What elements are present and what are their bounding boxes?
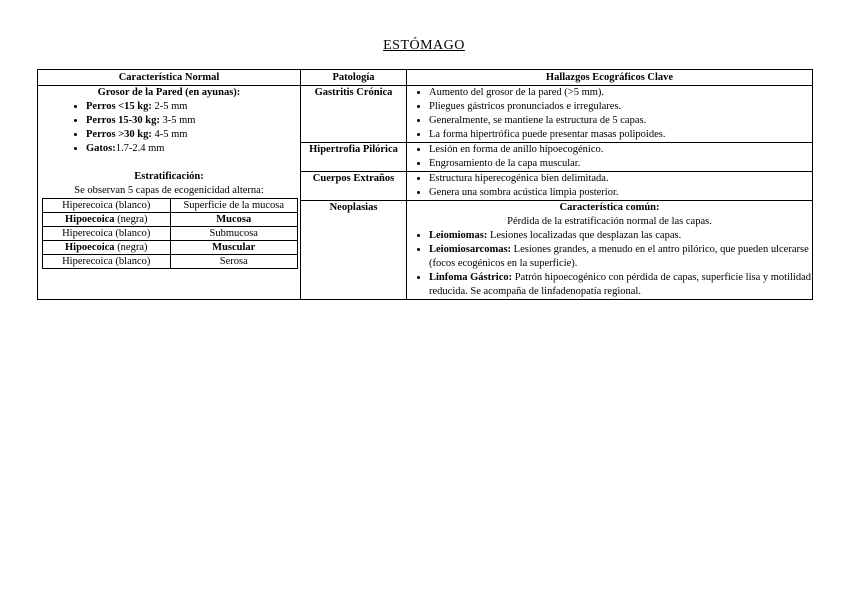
list-item bbox=[86, 100, 300, 114]
page-title: ESTÓMAGO bbox=[383, 38, 465, 53]
pathology-neoplasms: Neoplasias bbox=[301, 201, 407, 300]
layers-table bbox=[42, 198, 298, 269]
table-row bbox=[43, 227, 298, 241]
pathology-pyloric: Hipertrofia Pilórica bbox=[301, 143, 407, 172]
list-item: • Engrosamiento de la capa muscular. bbox=[429, 157, 812, 171]
list-item: • Generalmente, se mantiene la estructura de 5 capas. bbox=[429, 114, 812, 128]
echo-rest: (negra) bbox=[114, 242, 148, 253]
layer-echo: Hiperecoica (blanco) bbox=[43, 255, 171, 269]
list-item: • Pliegues gástricos pronunciados e irregulares. bbox=[429, 100, 812, 114]
stratification-description: Se observan 5 capas de ecogenicidad alterna: bbox=[74, 185, 264, 196]
layer-tissue: Mucosa bbox=[170, 213, 298, 227]
header-pathology: Patología bbox=[301, 70, 407, 86]
list-item: • Genera una sombra acústica limpia posterior. bbox=[429, 186, 812, 200]
item-text: Lesiones grandes, a menudo en el antro pilórico, que pueden ulcerarse (focos ecogénicos en la superficie). bbox=[429, 244, 809, 269]
item-label: Linfoma Gástrico: bbox=[429, 272, 513, 283]
item-value: 2-5 mm bbox=[151, 101, 188, 112]
neoplasm-list bbox=[407, 229, 812, 299]
table-row bbox=[43, 199, 298, 213]
list-item bbox=[86, 142, 300, 156]
header-normal: Característica Normal bbox=[38, 70, 301, 86]
layer-echo bbox=[43, 213, 171, 227]
findings-list bbox=[407, 143, 812, 171]
item-value: 4-5 mm bbox=[151, 129, 188, 140]
item-text: Patrón hipoecogénico con pérdida de capas, superficie lisa y motilidad reducida. Se acompaña de linfadenopatía regional. bbox=[429, 272, 811, 297]
item-label: Perros 15-30 kg: bbox=[86, 115, 160, 126]
list-item: • La forma hipertrófica puede presentar masas polipoides. bbox=[429, 128, 812, 142]
normal-features-cell bbox=[38, 86, 301, 300]
layer-tissue: Superficie de la mucosa bbox=[170, 199, 298, 213]
pathology-foreign-bodies: Cuerpos Extraños bbox=[301, 172, 407, 201]
header-row bbox=[38, 70, 813, 86]
echo-rest: (negra) bbox=[114, 214, 148, 225]
row-gastritis bbox=[38, 86, 813, 143]
layer-tissue: Submucosa bbox=[170, 227, 298, 241]
echo-bold: Hipoecoica bbox=[64, 242, 115, 253]
layer-tissue: Serosa bbox=[170, 255, 298, 269]
table-row bbox=[43, 241, 298, 255]
list-item: • Lesión en forma de anillo hipoecogénico. bbox=[429, 143, 812, 157]
layer-echo: Hiperecoica (blanco) bbox=[43, 227, 171, 241]
findings-gastritis bbox=[407, 86, 813, 143]
list-item bbox=[429, 271, 812, 299]
stratification-heading: Estratificación: bbox=[134, 171, 204, 182]
findings-neoplasms bbox=[407, 201, 813, 300]
item-text: Lesiones localizadas que desplazan las capas. bbox=[487, 230, 682, 241]
header-findings: Hallazgos Ecográficos Clave bbox=[407, 70, 813, 86]
item-label: Leiomiomas: bbox=[429, 230, 488, 241]
item-value: 1.7-2.4 mm bbox=[115, 143, 165, 154]
wall-thickness-heading: Grosor de la Pared (en ayunas): bbox=[97, 87, 241, 98]
list-item: • Estructura hiperecogénica bien delimitada. bbox=[429, 172, 812, 186]
item-label: Perros <15 kg: bbox=[86, 101, 152, 112]
stomach-table bbox=[37, 69, 813, 300]
findings-list bbox=[407, 86, 812, 142]
table-row bbox=[43, 213, 298, 227]
common-feature-heading: Característica común: bbox=[559, 202, 660, 213]
echo-bold: Hipoecoica bbox=[64, 214, 115, 225]
list-item bbox=[429, 243, 812, 271]
list-item bbox=[429, 229, 812, 243]
findings-pyloric bbox=[407, 143, 813, 172]
item-label: Leiomiosarcomas: bbox=[429, 244, 512, 255]
pathology-gastritis: Gastritis Crónica bbox=[301, 86, 407, 143]
list-item bbox=[86, 114, 300, 128]
layer-echo bbox=[43, 241, 171, 255]
item-value: 3-5 mm bbox=[159, 115, 196, 126]
wall-thickness-list bbox=[38, 100, 300, 156]
item-label: Perros >30 kg: bbox=[86, 129, 152, 140]
common-feature-description: Pérdida de la estratificación normal de las capas. bbox=[507, 216, 712, 227]
layer-tissue: Muscular bbox=[170, 241, 298, 255]
layer-echo: Hiperecoica (blanco) bbox=[43, 199, 171, 213]
findings-foreign-bodies bbox=[407, 172, 813, 201]
item-label: Gatos: bbox=[86, 143, 116, 154]
list-item bbox=[86, 128, 300, 142]
findings-list bbox=[407, 172, 812, 200]
table-row bbox=[43, 255, 298, 269]
list-item: • Aumento del grosor de la pared (>5 mm). bbox=[429, 86, 812, 100]
